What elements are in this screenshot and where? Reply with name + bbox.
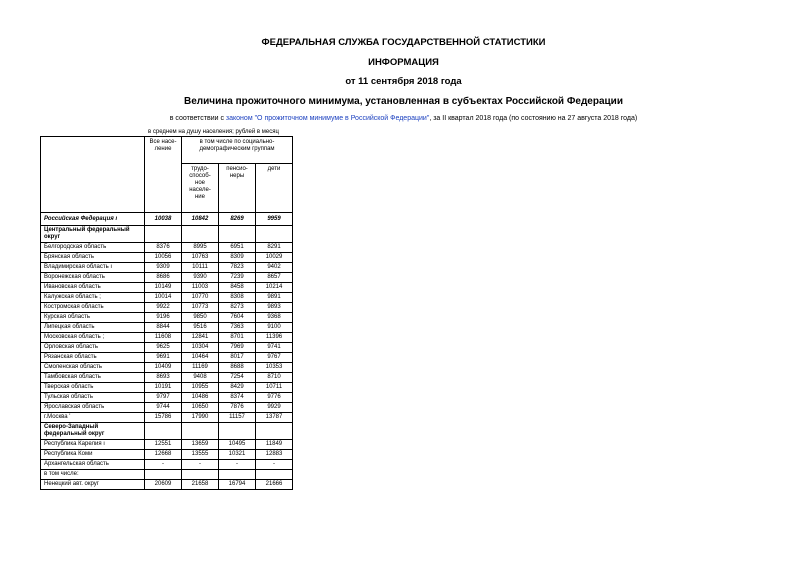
value-all: 10056 [145, 253, 182, 263]
value-pensioners: 7604 [219, 313, 256, 323]
unit-note: в среднем на душу населения; рублей в месяц [148, 129, 279, 135]
table-row [41, 333, 293, 343]
table-row [41, 263, 293, 273]
table-row [41, 323, 293, 333]
value-children: 9891 [256, 293, 293, 303]
region-name: Тверская область [41, 383, 145, 393]
header-children: дети [256, 164, 293, 213]
value-children: 9929 [256, 403, 293, 413]
empty-cell [219, 423, 256, 440]
value-all: - [145, 460, 182, 470]
value-children: 8657 [256, 273, 293, 283]
value-children: 9767 [256, 353, 293, 363]
value-working: 10111 [182, 263, 219, 273]
value-working: 8995 [182, 243, 219, 253]
value-children: 10353 [256, 363, 293, 373]
value-children: 9100 [256, 323, 293, 333]
value-children: 9402 [256, 263, 293, 273]
value-all: 9744 [145, 403, 182, 413]
value-pensioners: 8017 [219, 353, 256, 363]
value-working: 10304 [182, 343, 219, 353]
value-children: 12883 [256, 450, 293, 460]
table-row [41, 373, 293, 383]
value-pensioners: 7823 [219, 263, 256, 273]
value-pensioners: 6951 [219, 243, 256, 253]
value-pensioners: 8688 [219, 363, 256, 373]
document-date: от 11 сентября 2018 года [345, 76, 462, 87]
value-all: 20609 [145, 480, 182, 490]
subtitle-suffix: , за II квартал 2018 года (по состоянию на 27 августа 2018 года) [429, 115, 638, 122]
table-row [41, 383, 293, 393]
value-children: 13787 [256, 413, 293, 423]
empty-cell [182, 423, 219, 440]
table-row [41, 293, 293, 303]
value-all: 11608 [145, 333, 182, 343]
value-all: 10149 [145, 283, 182, 293]
subsistence-table [40, 136, 293, 490]
value-working: 10464 [182, 353, 219, 363]
empty-cell [219, 226, 256, 243]
region-name: Ивановская область [41, 283, 145, 293]
document-title: Величина прожиточного минимума, установленная в субъектах Российской Федерации [184, 96, 623, 107]
region-name: Тамбовская область [41, 373, 145, 383]
region-name: Тульская область [41, 393, 145, 403]
value-all: 9691 [145, 353, 182, 363]
document-type: ИНФОРМАЦИЯ [368, 57, 439, 68]
region-name: Республика Коми [41, 450, 145, 460]
value-children: 9776 [256, 393, 293, 403]
value-pensioners: 7239 [219, 273, 256, 283]
table-row [41, 460, 293, 470]
value-working: 13659 [182, 440, 219, 450]
value-working: 13555 [182, 450, 219, 460]
header-all-population: Все насе- ление [145, 137, 182, 213]
value-working: 12841 [182, 333, 219, 343]
value-working: 10842 [182, 213, 219, 226]
region-name: Воронежская область [41, 273, 145, 283]
value-working: 9516 [182, 323, 219, 333]
value-pensioners: 8429 [219, 383, 256, 393]
value-pensioners: 8374 [219, 393, 256, 403]
region-name: Смоленская область [41, 363, 145, 373]
region-name: Архангельская область [41, 460, 145, 470]
region-name: Рязанская область [41, 353, 145, 363]
table-row [41, 343, 293, 353]
value-children [256, 470, 293, 480]
region-name: Владимирская область ı [41, 263, 145, 273]
table-row [41, 450, 293, 460]
value-children: 11849 [256, 440, 293, 450]
table-row [41, 313, 293, 323]
table-row [41, 353, 293, 363]
value-all: 8693 [145, 373, 182, 383]
value-pensioners: 7363 [219, 323, 256, 333]
value-working: 10763 [182, 253, 219, 263]
region-name: Орловская область [41, 343, 145, 353]
region-name: Ненецкий авт. округ [41, 480, 145, 490]
table-row [41, 480, 293, 490]
header-region-cell [41, 137, 145, 213]
value-all: 9922 [145, 303, 182, 313]
value-pensioners: 8273 [219, 303, 256, 313]
value-children: - [256, 460, 293, 470]
value-all: 10191 [145, 383, 182, 393]
value-working: 11169 [182, 363, 219, 373]
region-name: г.Москва ' [41, 413, 145, 423]
value-working: 10773 [182, 303, 219, 313]
value-pensioners: 16794 [219, 480, 256, 490]
table-row [41, 393, 293, 403]
region-name: Московская область ; [41, 333, 145, 343]
value-children: 8291 [256, 243, 293, 253]
region-name: Курская область [41, 313, 145, 323]
table-row [41, 243, 293, 253]
region-name: в том числе: [41, 470, 145, 480]
value-all: 10014 [145, 293, 182, 303]
header-group: в том числе по социально- демографическим группам [182, 137, 293, 164]
value-children: 10711 [256, 383, 293, 393]
value-children: 9893 [256, 303, 293, 313]
header-working-age: трудо- способ- ное населе- ние [182, 164, 219, 213]
value-all: 12668 [145, 450, 182, 460]
section-row [41, 226, 293, 243]
value-children: 10214 [256, 283, 293, 293]
region-name: Республика Карелия ı [41, 440, 145, 450]
region-name: Белгородская область [41, 243, 145, 253]
value-all: 9797 [145, 393, 182, 403]
value-working: 9408 [182, 373, 219, 383]
value-all: 10038 [145, 213, 182, 226]
agency-title: ФЕДЕРАЛЬНАЯ СЛУЖБА ГОСУДАРСТВЕННОЙ СТАТИСТИКИ [261, 37, 546, 48]
value-working: - [182, 460, 219, 470]
empty-cell [145, 226, 182, 243]
value-pensioners: 8308 [219, 293, 256, 303]
section-row [41, 423, 293, 440]
value-all: 8686 [145, 273, 182, 283]
value-pensioners: 8309 [219, 253, 256, 263]
value-children: 9959 [256, 213, 293, 226]
value-all: 8376 [145, 243, 182, 253]
empty-cell [145, 423, 182, 440]
empty-cell [256, 423, 293, 440]
table-row [41, 413, 293, 423]
value-pensioners: 8269 [219, 213, 256, 226]
value-all: 9309 [145, 263, 182, 273]
value-working: 10955 [182, 383, 219, 393]
value-pensioners: 10495 [219, 440, 256, 450]
table-row [41, 253, 293, 263]
value-all [145, 470, 182, 480]
law-link[interactable]: законом "О прожиточном минимуме в Российской Федерации" [225, 115, 430, 122]
value-working: 11003 [182, 283, 219, 293]
subtitle-prefix: в соответствии с [169, 115, 226, 122]
value-all: 9625 [145, 343, 182, 353]
table-row [41, 403, 293, 413]
header-pensioners: пенсио- неры [219, 164, 256, 213]
value-pensioners: 11157 [219, 413, 256, 423]
value-working: 10486 [182, 393, 219, 403]
value-children: 9741 [256, 343, 293, 353]
value-children: 10029 [256, 253, 293, 263]
region-name: Ярославская область [41, 403, 145, 413]
table-row [41, 273, 293, 283]
value-pensioners [219, 470, 256, 480]
region-name: Липецкая область [41, 323, 145, 333]
value-all: 15786 [145, 413, 182, 423]
table-row [41, 363, 293, 373]
empty-cell [256, 226, 293, 243]
value-working [182, 470, 219, 480]
value-all: 12551 [145, 440, 182, 450]
value-pensioners: 8458 [219, 283, 256, 293]
value-pensioners: 10321 [219, 450, 256, 460]
value-all: 10409 [145, 363, 182, 373]
region-name: Калужская область ; [41, 293, 145, 303]
value-children: 21666 [256, 480, 293, 490]
region-name: Костромская область [41, 303, 145, 313]
value-working: 17990 [182, 413, 219, 423]
value-children: 9368 [256, 313, 293, 323]
value-working: 10650 [182, 403, 219, 413]
region-name: Российская Федерация ı [41, 213, 145, 226]
value-pensioners: 7969 [219, 343, 256, 353]
region-name: Брянская область [41, 253, 145, 263]
value-children: 8710 [256, 373, 293, 383]
table-row [41, 303, 293, 313]
value-pensioners: 8701 [219, 333, 256, 343]
table-row [41, 470, 293, 480]
section-title: Северо-Западный федеральный округ [41, 423, 145, 440]
value-children: 11396 [256, 333, 293, 343]
value-working: 21658 [182, 480, 219, 490]
value-working: 9850 [182, 313, 219, 323]
value-all: 9196 [145, 313, 182, 323]
subtitle [0, 115, 807, 122]
value-working: 10770 [182, 293, 219, 303]
total-row [41, 213, 293, 226]
table-header-row [41, 137, 293, 164]
table-row [41, 440, 293, 450]
value-pensioners: 7254 [219, 373, 256, 383]
table-row [41, 283, 293, 293]
value-all: 8844 [145, 323, 182, 333]
value-working: 9390 [182, 273, 219, 283]
section-title: Центральный федеральный округ [41, 226, 145, 243]
value-pensioners: 7876 [219, 403, 256, 413]
empty-cell [182, 226, 219, 243]
value-pensioners: - [219, 460, 256, 470]
